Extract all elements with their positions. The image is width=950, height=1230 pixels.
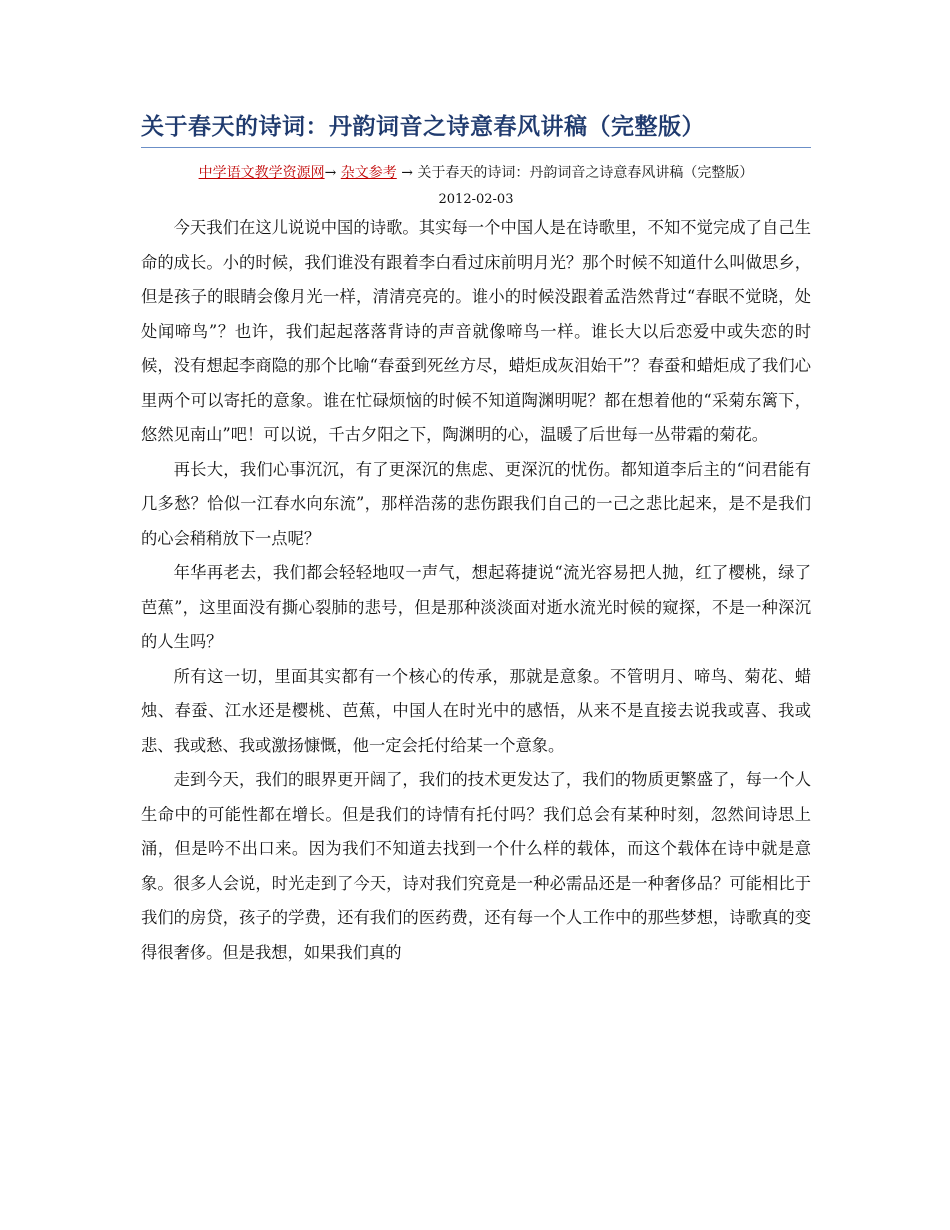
- breadcrumb-arrow: →: [396, 165, 418, 181]
- breadcrumb-current: 关于春天的诗词：丹韵词音之诗意春风讲稿（完整版）: [417, 165, 754, 181]
- breadcrumb: [141, 162, 811, 182]
- breadcrumb-home-link[interactable]: 中学语文教学资源网: [198, 165, 325, 181]
- paragraph: 走到今天，我们的眼界更开阔了，我们的技术更发达了，我们的物质更繁盛了，每一个人生命中的可能性都在增长。但是我们的诗情有托付吗？我们总会有某种时刻，忽然间诗思上涌，但是吟不出口来。因为我们不知道去找到一个什么样的载体，而这个载体在诗中就是意象。很多人会说，时光走到了今天，诗对我们究竟是一种必需品还是一种奢侈品？可能相比于我们的房贷，孩子的学费，还有我们的医药费，还有每一个人工作中的那些梦想，诗歌真的变得很奢侈。但是我想，如果我们真的: [141, 770, 811, 962]
- breadcrumb-arrow: →: [324, 165, 337, 181]
- paragraph: 今天我们在这儿说说中国的诗歌。其实每一个中国人是在诗歌里，不知不觉完成了自己生命的成长。小的时候，我们谁没有跟着李白看过床前明月光？那个时候不知道什么叫做思乡，但是孩子的眼睛会像月光一样，清清亮亮的。谁小的时候没跟着孟浩然背过“春眠不觉晓，处处闻啼鸟”？也许，我们起起落落背诗的声音就像啼鸟一样。谁长大以后恋爱中或失恋的时候，没有想起李商隐的那个比喻“春蚕到死丝方尽，蜡炬成灰泪始干”？春蚕和蜡炬成了我们心里两个可以寄托的意象。谁在忙碌烦恼的时候不知道陶渊明呢？都在想着他的“采菊东篱下，悠然见南山”吧！可以说，千古夕阳之下，陶渊明的心，温暖了后世每一丛带霜的菊花。: [141, 218, 811, 444]
- paragraph: 年华再老去，我们都会轻轻地叹一声气，想起蒋捷说“流光容易把人抛，红了樱桃，绿了芭蕉”，这里面没有撕心裂肺的悲号，但是那种淡淡面对逝水流光时候的窥探，不是一种深沉的人生吗？: [141, 563, 811, 651]
- paragraph: 再长大，我们心事沉沉，有了更深沉的焦虑、更深沉的忧伤。都知道李后主的“问君能有几多愁？恰似一江春水向东流”，那样浩荡的悲伤跟我们自己的一己之悲比起来，是不是我们的心会稍稍放下一点呢？: [141, 459, 811, 548]
- article-title: 关于春天的诗词：丹韵词音之诗意春风讲稿（完整版）: [141, 108, 811, 148]
- publish-date: 2012-02-03: [438, 192, 514, 207]
- article: [141, 108, 811, 970]
- article-body: [141, 211, 811, 970]
- paragraph: 所有这一切，里面其实都有一个核心的传承，那就是意象。不管明月、啼鸟、菊花、蜡烛、春蚕、江水还是樱桃、芭蕉，中国人在时光中的感悟，从来不是直接去说我或喜、我或悲、我或愁、我或激扬慷慨，他一定会托付给某一个意象。: [141, 666, 811, 755]
- breadcrumb-category-link[interactable]: 杂文参考: [340, 165, 397, 181]
